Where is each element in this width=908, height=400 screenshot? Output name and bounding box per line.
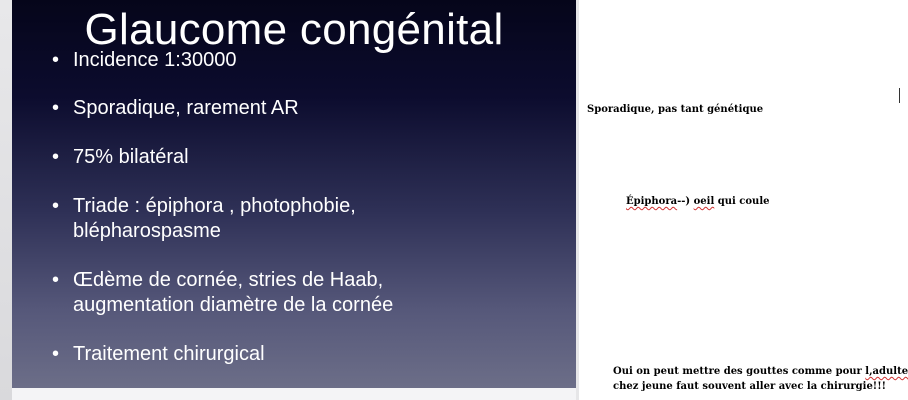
slide-canvas[interactable] (12, 0, 576, 388)
spellcheck-word: oeil (693, 196, 715, 207)
notes-pane[interactable] (579, 0, 908, 400)
spellcheck-word: l,adulte (865, 366, 908, 377)
note-arrow: --) (677, 196, 691, 207)
note-line: chez jeune faut souvent aller avec la chirurgie!!! (613, 381, 886, 392)
spellcheck-word: Épiphora (626, 196, 678, 207)
note-text: qui coule (714, 196, 770, 207)
bullet-dot: • (52, 146, 60, 168)
bullet-dot: • (52, 195, 60, 217)
note-line (613, 364, 908, 379)
bullet-text: Triade : épiphora , photophobie, blépharospasme (73, 195, 356, 242)
bullet-text: Sporadique, rarement AR (73, 97, 299, 119)
slide-bottom-strip (12, 388, 576, 400)
bullet-dot: • (52, 343, 60, 365)
note-text: Oui on peut mettre des gouttes comme pour (613, 366, 866, 377)
text-cursor (899, 88, 900, 103)
note-sporadique[interactable]: Sporadique, pas tant génétique (587, 104, 764, 115)
note-epiphora[interactable] (626, 194, 769, 209)
note-gouttes[interactable] (613, 364, 908, 394)
bullet-dot: • (52, 269, 60, 291)
bullet-text: Traitement chirurgical (73, 343, 265, 365)
bullet-text: Incidence 1:30000 (73, 49, 237, 71)
bullet-dot: • (52, 49, 60, 71)
left-gutter (0, 0, 12, 400)
bullet-text: 75% bilatéral (73, 146, 189, 168)
slide-title[interactable]: Glaucome congénital (84, 5, 504, 54)
bullet-text: Œdème de cornée, stries de Haab, augmentation diamètre de la cornée (73, 269, 394, 316)
bullet-dot: • (52, 97, 60, 119)
